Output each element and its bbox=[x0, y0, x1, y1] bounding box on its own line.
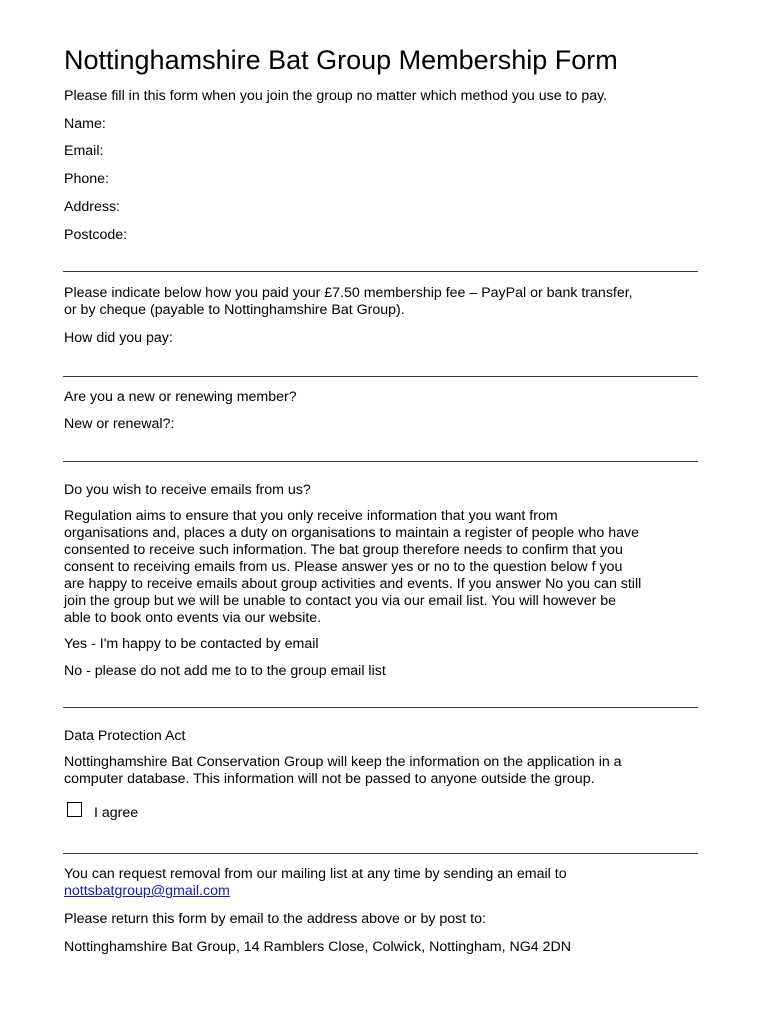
regulation-line: Regulation aims to ensure that you only receive information that you want from bbox=[64, 508, 558, 524]
postcode-label: Postcode: bbox=[64, 227, 128, 243]
payment-instruction: Please indicate below how you paid your £7.50 membership fee – PayPal or bank transfer, bbox=[64, 285, 633, 301]
membership-label: New or renewal?: bbox=[64, 416, 175, 432]
contact-email-link[interactable] bbox=[64, 883, 230, 900]
phone-label: Phone: bbox=[64, 171, 109, 187]
section-divider bbox=[63, 461, 698, 462]
regulation-line: consent to receiving emails from us. Please answer yes or no to the question below f you bbox=[64, 559, 623, 575]
postal-address: Nottinghamshire Bat Group, 14 Ramblers Close, Colwick, Nottingham, NG4 2DN bbox=[64, 939, 572, 955]
section-divider bbox=[63, 376, 698, 377]
data-protection-text: computer database. This information will not be passed to anyone outside the group. bbox=[64, 771, 595, 787]
regulation-line: consented to receive such information. The bat group therefore needs to confirm that you bbox=[64, 542, 623, 558]
intro-text: Please fill in this form when you join the group no matter which method you use to pay. bbox=[64, 88, 608, 104]
section-divider bbox=[63, 707, 698, 708]
section-divider bbox=[63, 853, 698, 854]
email-label: Email: bbox=[64, 143, 104, 159]
membership-question: Are you a new or renewing member? bbox=[64, 389, 297, 405]
regulation-line: join the group but we will be unable to contact you via our email list. You will however be bbox=[64, 593, 617, 609]
section-divider bbox=[63, 271, 698, 272]
agree-label: I agree bbox=[94, 805, 139, 821]
page-title: Nottinghamshire Bat Group Membership Form bbox=[64, 45, 618, 75]
regulation-line: able to book onto events via our website. bbox=[64, 610, 322, 626]
data-protection-text: Nottinghamshire Bat Conservation Group will keep the information on the application in a bbox=[64, 754, 622, 770]
return-instruction: Please return this form by email to the address above or by post to: bbox=[64, 911, 486, 927]
name-label: Name: bbox=[64, 116, 106, 132]
data-protection-heading: Data Protection Act bbox=[64, 728, 186, 744]
email-no-option[interactable]: No - please do not add me to to the group email list bbox=[64, 663, 386, 679]
regulation-paragraph bbox=[64, 508, 704, 627]
regulation-line: are happy to receive emails about group activities and events. If you answer No you can still bbox=[64, 576, 642, 592]
agree-checkbox[interactable] bbox=[67, 802, 82, 817]
removal-text: You can request removal from our mailing list at any time by sending an email to bbox=[64, 866, 567, 882]
email-link-text[interactable]: nottsbatgroup@gmail.com bbox=[64, 883, 230, 899]
payment-question: How did you pay: bbox=[64, 330, 173, 346]
email-yes-option[interactable]: Yes - I'm happy to be contacted by email bbox=[64, 636, 319, 652]
address-label: Address: bbox=[64, 199, 120, 215]
regulation-line: organisations and, places a duty on organisations to maintain a register of people who have bbox=[64, 525, 639, 541]
emails-question: Do you wish to receive emails from us? bbox=[64, 482, 311, 498]
payment-instruction: or by cheque (payable to Nottinghamshire Bat Group). bbox=[64, 302, 405, 318]
